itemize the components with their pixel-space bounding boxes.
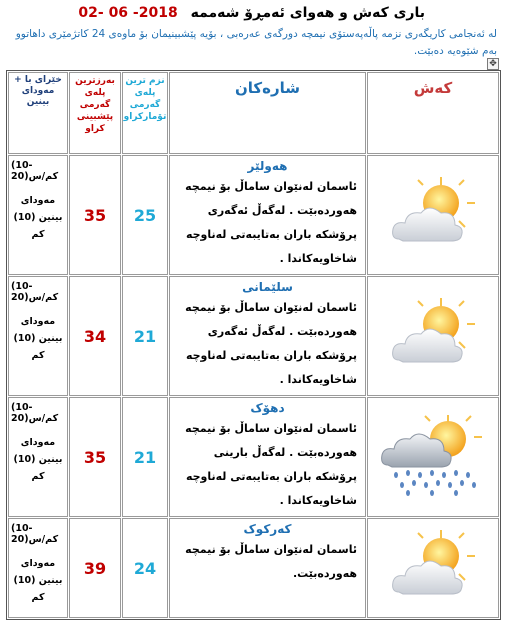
wind-column-header: خێرای با + مەودای بینین [8,72,68,154]
weather-icon-cell [367,276,499,396]
partly-cloudy-sun-icon [385,526,481,606]
weather-icon-cell [367,518,499,618]
forecast-description: ئاسمان لەنێوان ساماڵ بۆ نیمچە هەوردەبێت. [185,543,357,580]
max-temp: 35 [69,155,121,275]
cities-column-header: شارەکان [169,72,366,154]
wind-speed: (10-20)کم/س [11,523,59,545]
wind-speed: (10-20)کم/س [11,402,59,424]
forecast-description: ئاسمان لەنێوان ساماڵ بۆ نیمچە هەوردەبێت . لەگەڵ بارینی پرۆشکە باران بەتایبەتی لەناوچە شاخاویەکاندا . [185,422,357,507]
city-cell [169,397,366,517]
wind-visibility-cell [8,276,68,396]
visibility: مەودای بینین (10) کم [13,195,63,240]
min-temp: 21 [122,397,168,517]
table-row [8,276,499,396]
table-header-row [8,72,499,154]
max-temp-column-header: بەرزترین پلەی گەرمی پێشبینی کراو [69,72,121,154]
weather-icon-cell [367,155,499,275]
weather-table [6,70,501,620]
city-cell [169,155,366,275]
city-name: دهۆک [250,401,285,415]
title-text: باری کەش و هەوای ئەمڕۆ شەممە [190,5,425,21]
page-title [78,5,425,21]
table-row [8,518,499,618]
city-name: سلێمانی [242,280,293,294]
city-name: کەرکوک [243,522,292,536]
weather-icon-cell [367,397,499,517]
weather-column-header: کەش [367,72,499,154]
min-temp: 24 [122,518,168,618]
table-move-handle-icon[interactable]: ✥ [487,58,499,70]
city-cell [169,276,366,396]
forecast-description: ئاسمان لەنێوان ساماڵ بۆ نیمچە هەوردەبێت . لەگەڵ ئەگەری پرۆشکە باران بەتایبەتی لەناوچە شاخاویەکاندا . [185,301,357,386]
table-row [8,397,499,517]
visibility: مەودای بینین (10) کم [13,437,63,482]
intro-text: لە ئەنجامی کاریگەری نزمە پاڵەپەستۆی نیمچە دورگەی عەرەبی ، بۆیە پێشبینیمان بۆ ماوەی 24 کاتژمێری داهاتوو بەم شێوەیە دەبێت. [15,28,497,57]
wind-visibility-cell [8,155,68,275]
forecast-description: ئاسمان لەنێوان ساماڵ بۆ نیمچە هەوردەبێت . لەگەڵ ئەگەری پرۆشکە باران بەتایبەتی لەناوچە شاخاویەکاندا . [185,180,357,265]
min-temp: 25 [122,155,168,275]
partly-cloudy-sun-icon [385,173,481,253]
city-name: هەولێر [247,159,288,173]
wind-speed: (10-20)کم/س [11,160,59,182]
max-temp: 39 [69,518,121,618]
max-temp: 35 [69,397,121,517]
wind-visibility-cell [8,518,68,618]
wind-visibility-cell [8,397,68,517]
min-temp: 21 [122,276,168,396]
table-row [8,155,499,275]
visibility: مەودای بینین (10) کم [13,316,63,361]
min-temp-column-header: نزم ترین پلەی گەرمی تۆمارکراو [122,72,168,154]
wind-speed: (10-20)کم/س [11,281,59,303]
title-date: 2018- 06 -02 [78,5,178,21]
sun-rain-cloud-icon [378,413,488,497]
visibility: مەودای بینین (10) کم [13,558,63,603]
partly-cloudy-sun-icon [385,294,481,374]
city-cell [169,518,366,618]
max-temp: 34 [69,276,121,396]
